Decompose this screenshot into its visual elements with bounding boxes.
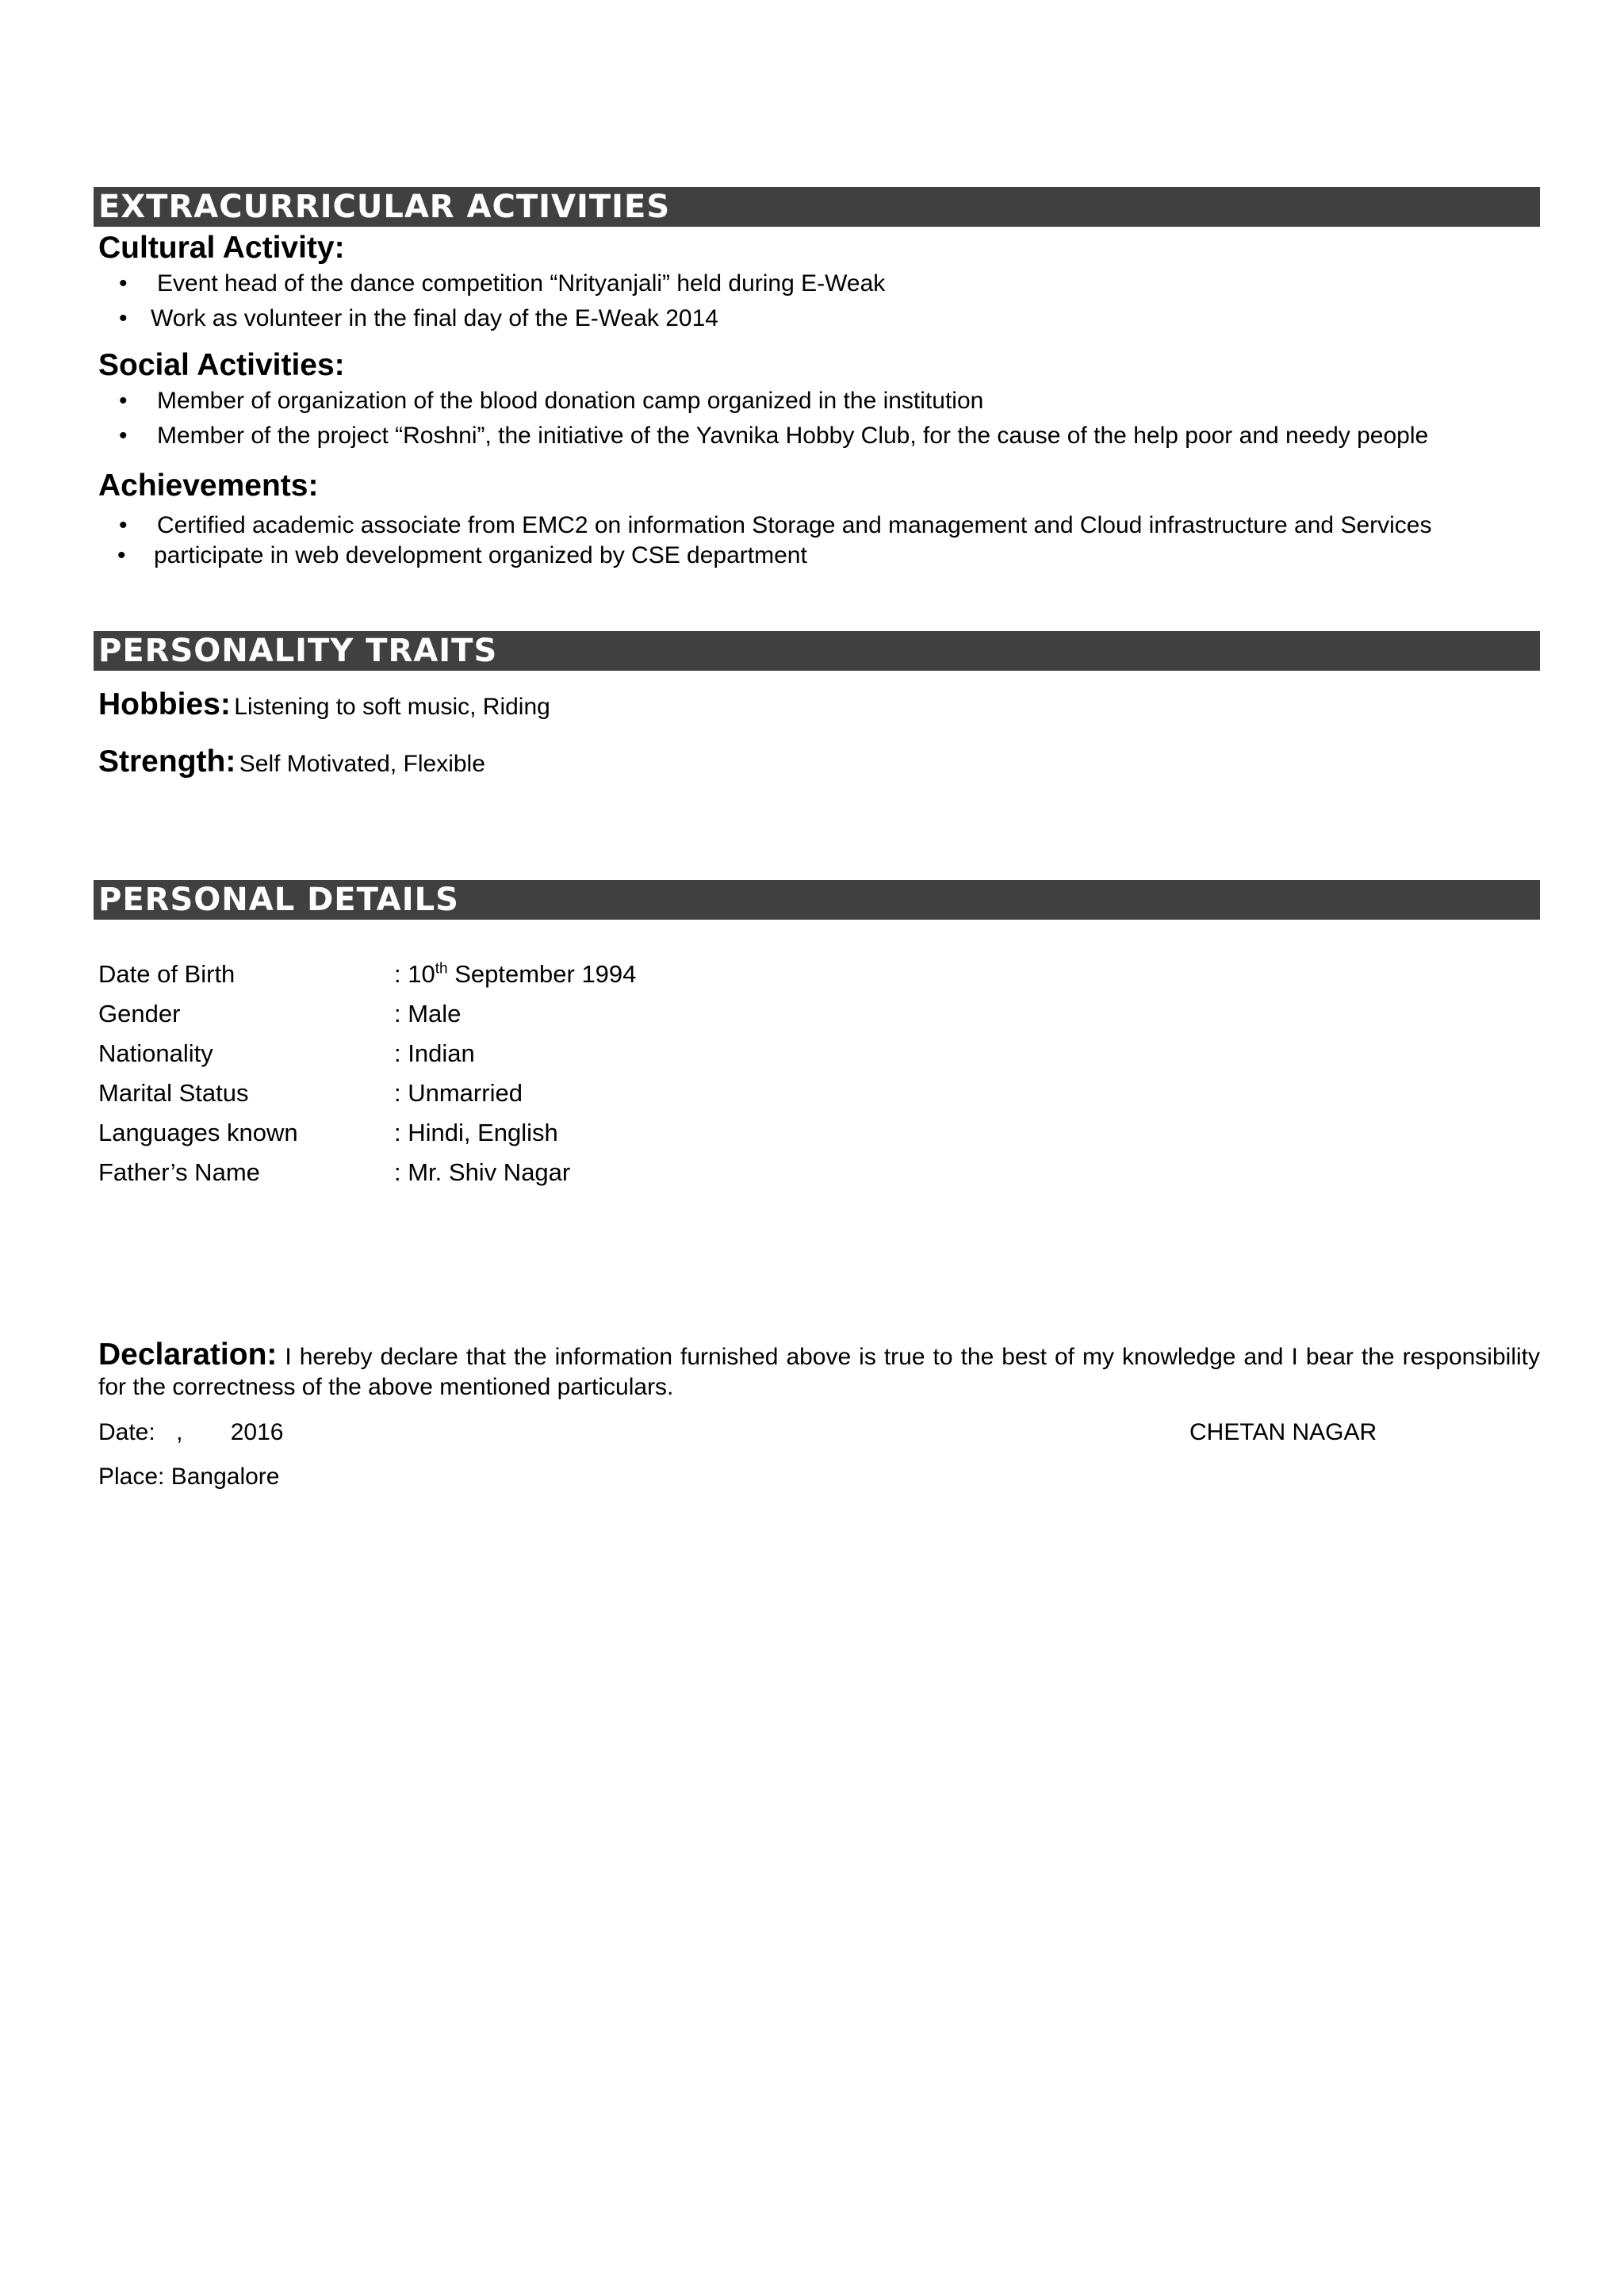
list-item-text: Member of organization of the blood donation camp organized in the institution bbox=[157, 388, 984, 414]
detail-label: Marital Status bbox=[98, 1079, 249, 1107]
declaration-label: Declaration: bbox=[98, 1337, 278, 1372]
list-item-text: Member of the project “Roshni”, the initiative of the Yavnika Hobby Club, for the cause of the help poor and needy people bbox=[157, 423, 1429, 449]
detail-label: Languages known bbox=[98, 1119, 298, 1146]
list-item bbox=[94, 419, 1540, 453]
personality-traits-heading: PERSONALITY TRAITS bbox=[94, 631, 1540, 671]
list-item bbox=[94, 301, 1540, 336]
detail-label: Gender bbox=[98, 1000, 181, 1027]
cultural-activity-list bbox=[94, 266, 1540, 336]
detail-label: Father’s Name bbox=[98, 1158, 260, 1186]
detail-value: : Mr. Shiv Nagar bbox=[394, 1158, 571, 1186]
detail-row-marital-status bbox=[98, 1073, 1540, 1113]
bullet-icon: • bbox=[119, 305, 128, 331]
list-item bbox=[94, 511, 1540, 541]
list-item bbox=[94, 266, 1540, 301]
strength-row bbox=[98, 742, 1540, 788]
detail-value: : Hindi, English bbox=[394, 1119, 558, 1146]
detail-value: : Unmarried bbox=[394, 1079, 523, 1107]
detail-row-nationality bbox=[98, 1034, 1540, 1073]
detail-row-date-of-birth bbox=[98, 955, 1540, 994]
hobbies-value: Listening to soft music, Riding bbox=[234, 694, 550, 720]
detail-value: : Male bbox=[394, 1000, 462, 1027]
declaration-paragraph bbox=[98, 1337, 1540, 1402]
extracurricular-heading: EXTRACURRICULAR ACTIVITIES bbox=[94, 187, 1540, 227]
personal-details-heading: PERSONAL DETAILS bbox=[94, 880, 1540, 920]
dob-day: : 10 bbox=[394, 960, 435, 988]
list-item-text: Certified academic associate from EMC2 on information Storage and management and Cloud infrastructure and Services bbox=[157, 512, 1432, 538]
bullet-icon: • bbox=[117, 542, 126, 568]
achievements-list bbox=[94, 511, 1540, 571]
bullet-icon: • bbox=[119, 388, 128, 414]
strength-label: Strength: bbox=[98, 744, 236, 779]
list-item-text: Event head of the dance competition “Nrityanjali” held during E-Weak bbox=[157, 270, 886, 297]
detail-value bbox=[394, 955, 636, 994]
detail-row-languages-known bbox=[98, 1113, 1540, 1153]
dob-ordinal-suffix: th bbox=[435, 960, 448, 978]
list-item bbox=[94, 384, 1540, 419]
resume-page bbox=[94, 187, 1540, 1493]
date-year: 2016 bbox=[230, 1419, 284, 1445]
achievements-title: Achievements: bbox=[98, 469, 319, 503]
social-activities-list bbox=[94, 384, 1540, 453]
date-label: Date: bbox=[98, 1419, 155, 1445]
cultural-activity-title: Cultural Activity: bbox=[98, 231, 345, 265]
list-item-text: participate in web development organized by CSE department bbox=[154, 542, 807, 568]
list-item bbox=[94, 541, 1540, 571]
bullet-icon: • bbox=[119, 270, 128, 297]
place-text: Place: Bangalore bbox=[98, 1464, 280, 1490]
dob-month-year: September 1994 bbox=[447, 960, 637, 988]
bullet-icon: • bbox=[119, 512, 128, 538]
hobbies-row bbox=[98, 685, 1540, 731]
detail-row-gender bbox=[98, 994, 1540, 1034]
list-item-text: Work as volunteer in the final day of the E-Weak 2014 bbox=[151, 305, 718, 331]
date-separator: , bbox=[176, 1419, 183, 1445]
signature-name: CHETAN NAGAR bbox=[1189, 1419, 1377, 1445]
declaration-text: I hereby declare that the information furnished above is true to the best of my knowledge and I bear the responsibility for the correctness of the above mentioned particulars. bbox=[98, 1344, 1540, 1400]
detail-value: : Indian bbox=[394, 1039, 475, 1067]
hobbies-label: Hobbies: bbox=[98, 687, 231, 721]
place-row bbox=[98, 1461, 1540, 1493]
detail-label: Date of Birth bbox=[98, 960, 236, 988]
detail-label: Nationality bbox=[98, 1039, 213, 1067]
bullet-icon: • bbox=[119, 423, 128, 449]
detail-row-fathers-name bbox=[98, 1153, 1540, 1192]
social-activities-title: Social Activities: bbox=[98, 348, 345, 382]
personal-details-table bbox=[94, 955, 1540, 1192]
strength-value: Self Motivated, Flexible bbox=[239, 751, 485, 777]
date-signature-row bbox=[98, 1417, 1540, 1448]
